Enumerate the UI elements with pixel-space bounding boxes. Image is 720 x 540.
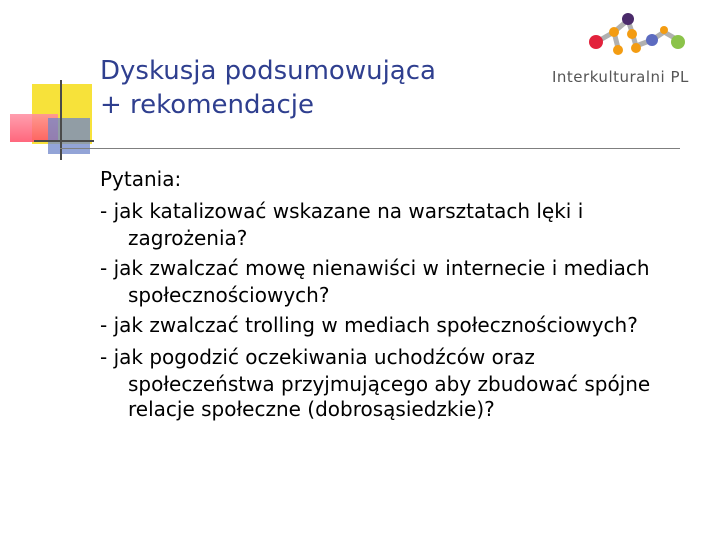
content-body	[100, 163, 700, 423]
list-item-continuation: społecznościowych?	[128, 283, 330, 307]
interkulturalni-logo	[552, 10, 712, 90]
list-item-continuation: społeczeństwa przyjmującego aby zbudować spójne	[128, 372, 651, 396]
list-item-continuation: zagrożenia?	[128, 226, 248, 250]
list-item	[100, 252, 700, 309]
list-item-text: - jak zwalczać trolling w mediach społecznościowych?	[100, 313, 638, 337]
title-divider	[60, 148, 680, 149]
logo-text: Interkulturalni PL	[552, 68, 689, 86]
list-item-continuation: relacje społeczne (dobrosąsiedzkie)?	[128, 397, 495, 421]
list-item	[100, 195, 700, 252]
slide-title-line-1: Dyskusja podsumowująca	[100, 56, 436, 86]
slide-title-line-2: + rekomendacje	[100, 90, 314, 120]
list-item-text: - jak zwalczać mowę nienawiści w internecie i mediach	[100, 256, 650, 280]
logo-molecule-icon	[552, 10, 712, 70]
list-item-text: - jak katalizować wskazane na warsztatach lęki i	[100, 199, 584, 223]
list-item-text: - jak pogodzić oczekiwania uchodźców oraz	[100, 345, 535, 369]
list-item	[100, 341, 700, 423]
list-item	[100, 309, 700, 341]
questions-heading: Pytania:	[100, 167, 182, 191]
decorative-horizontal-line	[34, 140, 94, 142]
slide-title	[100, 54, 520, 122]
